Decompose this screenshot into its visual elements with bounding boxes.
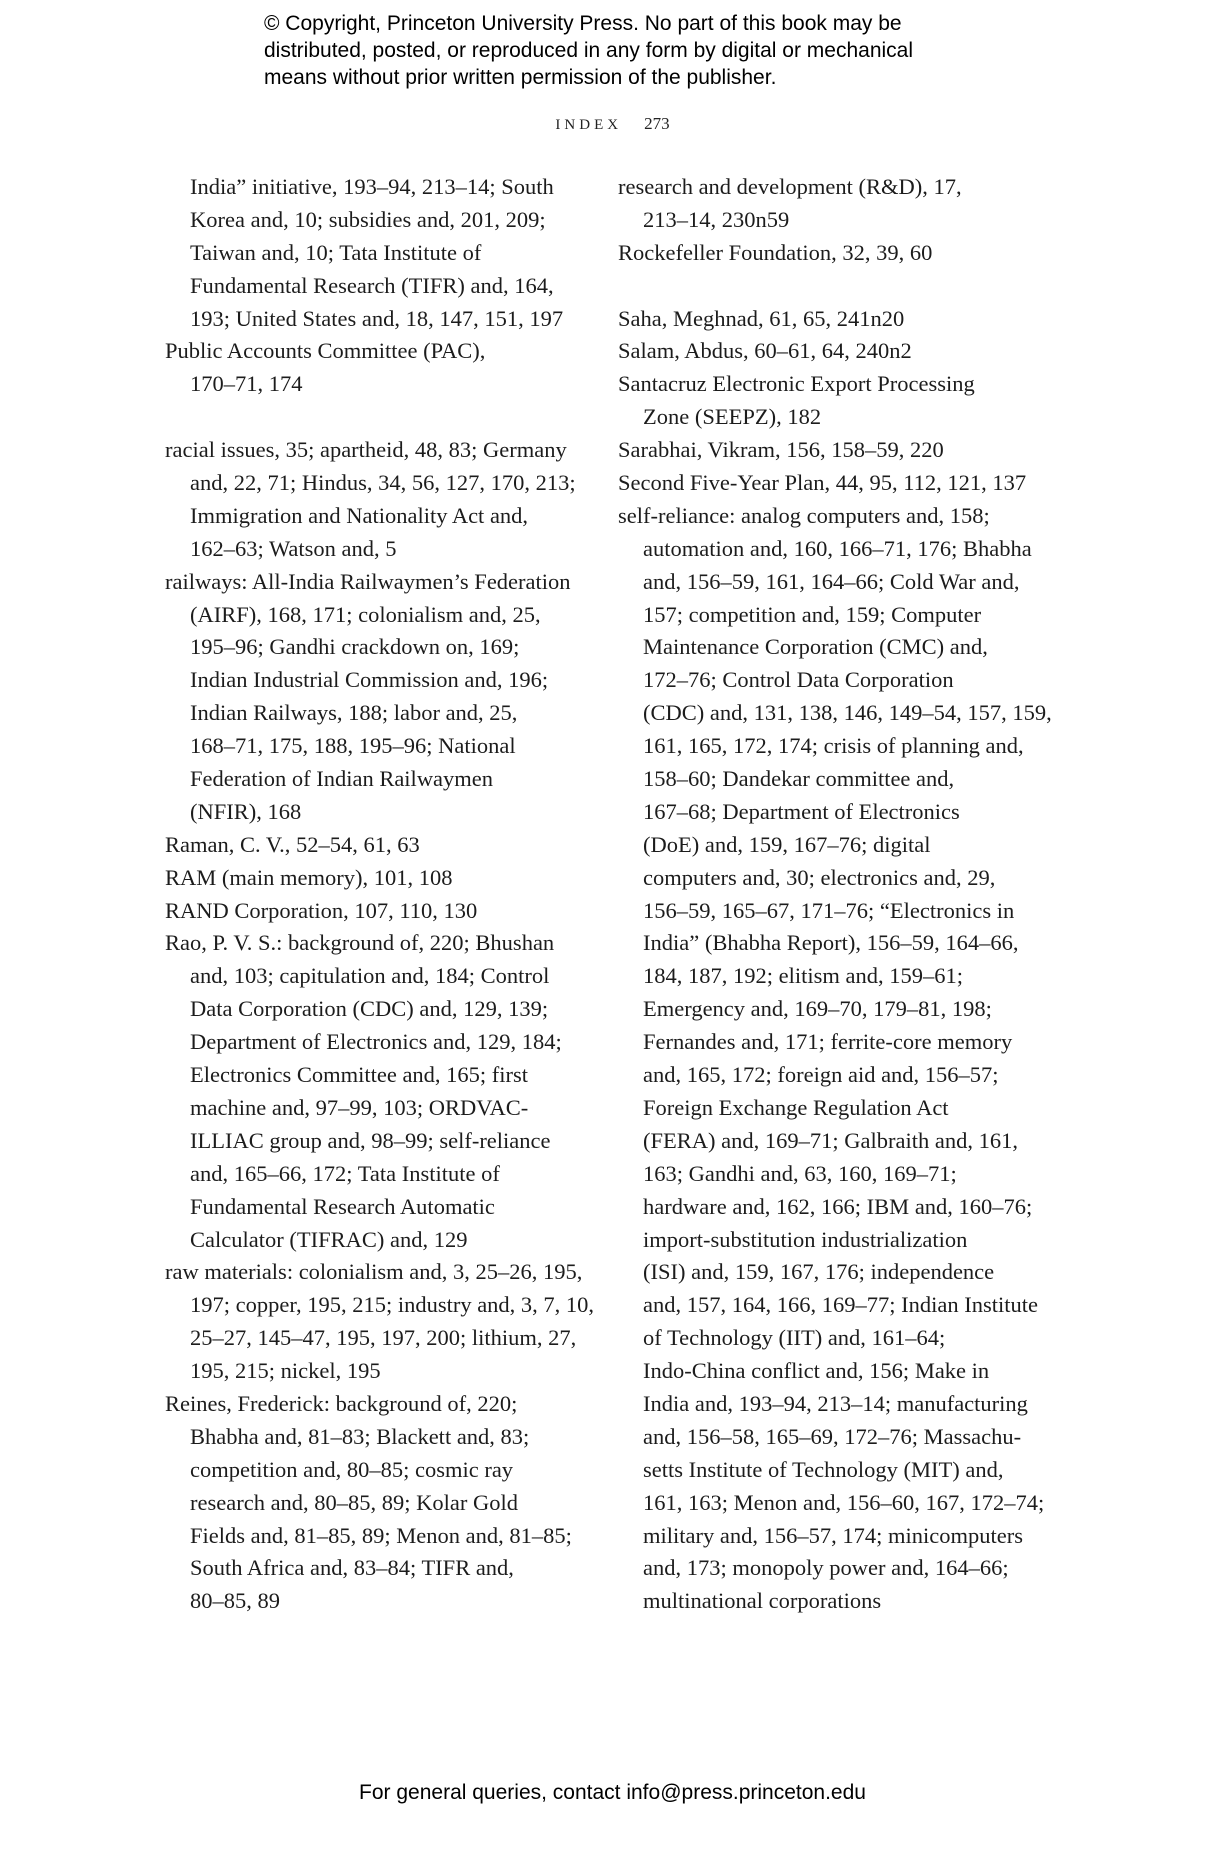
index-column-right	[618, 171, 1052, 1618]
index-subline: and, 22, 71; Hindus, 34, 56, 127, 170, 213;	[190, 470, 576, 496]
index-subline: and, 156–59, 161, 164–66; Cold War and,	[643, 568, 1020, 594]
index-subline: 197; copper, 195, 215; industry and, 3, 7, 10,	[190, 1292, 595, 1318]
index-subline: competition and, 80–85; cosmic ray	[190, 1456, 514, 1482]
index-subline: Fundamental Research Automatic	[190, 1193, 495, 1219]
index-entry: Salam, Abdus, 60–61, 64, 240n2	[618, 338, 912, 364]
index-entry: Second Five-Year Plan, 44, 95, 112, 121, 137	[618, 470, 1027, 496]
index-subline: Korea and, 10; subsidies and, 201, 209;	[190, 206, 546, 232]
index-subline: ILLIAC group and, 98–99; self-reliance	[190, 1127, 551, 1153]
index-subline: research and, 80–85, 89; Kolar Gold	[190, 1489, 519, 1515]
blank-line	[618, 270, 1038, 303]
index-subline: Indo-China conflict and, 156; Make in	[643, 1358, 990, 1384]
index-subline: 161, 165, 172, 174; crisis of planning and,	[643, 733, 1024, 759]
index-subline: Immigration and Nationality Act and,	[190, 502, 529, 528]
index-entry: Rockefeller Foundation, 32, 39, 60	[618, 239, 933, 265]
index-entry: railways: All-India Railwaymen’s Federation	[165, 568, 571, 594]
index-subline: 168–71, 175, 188, 195–96; National	[190, 733, 516, 759]
index-entry: RAND Corporation, 107, 110, 130	[165, 897, 478, 923]
index-entry: Public Accounts Committee (PAC),	[165, 338, 486, 364]
index-entry: Saha, Meghnad, 61, 65, 241n20	[618, 305, 905, 331]
index-subline: Indian Railways, 188; labor and, 25,	[190, 700, 518, 726]
index-subline: 213–14, 230n59	[643, 206, 790, 232]
index-subline: Federation of Indian Railwaymen	[190, 766, 494, 792]
index-subline: 161, 163; Menon and, 156–60, 167, 172–74;	[643, 1489, 1045, 1515]
index-entry: Reines, Frederick: background of, 220;	[165, 1390, 518, 1416]
index-subline: India” (Bhabha Report), 156–59, 164–66,	[643, 930, 1019, 956]
page-number: 273	[644, 114, 670, 133]
index-subline: 172–76; Control Data Corporation	[643, 667, 954, 693]
index-subline: Taiwan and, 10; Tata Institute of	[190, 239, 482, 265]
index-subline: Bhabha and, 81–83; Blackett and, 83;	[190, 1423, 530, 1449]
index-subline: (DoE) and, 159, 167–76; digital	[643, 831, 931, 857]
index-entry: self-reliance: analog computers and, 158;	[618, 502, 990, 528]
index-subline: of Technology (IIT) and, 161–64;	[643, 1325, 946, 1351]
index-subline: 157; competition and, 159; Computer	[643, 601, 982, 627]
index-subline: (FERA) and, 169–71; Galbraith and, 161,	[643, 1127, 1018, 1153]
index-column-left	[165, 171, 595, 1618]
index-subline: and, 165, 172; foreign aid and, 156–57;	[643, 1062, 999, 1088]
index-subline: and, 173; monopoly power and, 164–66;	[643, 1555, 1009, 1581]
index-subline: (ISI) and, 159, 167, 176; independence	[643, 1259, 995, 1285]
index-subline: Department of Electronics and, 129, 184;	[190, 1029, 562, 1055]
index-subline: South Africa and, 83–84; TIFR and,	[190, 1555, 514, 1581]
running-head	[0, 114, 1225, 134]
index-subline: 184, 187, 192; elitism and, 159–61;	[643, 963, 963, 989]
index-subline: computers and, 30; electronics and, 29,	[643, 864, 996, 890]
index-subline: Calculator (TIFRAC) and, 129	[190, 1226, 468, 1252]
index-subline: 170–71, 174	[190, 371, 303, 397]
index-subline: multinational corporations	[643, 1588, 882, 1614]
index-subline: Data Corporation (CDC) and, 129, 139;	[190, 996, 549, 1022]
index-subline: Emergency and, 169–70, 179–81, 198;	[643, 996, 992, 1022]
index-entry: racial issues, 35; apartheid, 48, 83; Germany	[165, 437, 567, 463]
index-subline: machine and, 97–99, 103; ORDVAC-	[190, 1094, 529, 1120]
index-subline: Electronics Committee and, 165; first	[190, 1062, 529, 1088]
index-subline: 193; United States and, 18, 147, 151, 197	[190, 305, 564, 331]
index-subline: 80–85, 89	[190, 1588, 280, 1614]
index-entry: RAM (main memory), 101, 108	[165, 864, 453, 890]
index-entry: Santacruz Electronic Export Processing	[618, 371, 975, 397]
index-subline: Zone (SEEPZ), 182	[643, 404, 822, 430]
index-subline: and, 157, 164, 166, 169–77; Indian Institute	[643, 1292, 1038, 1318]
index-subline: and, 103; capitulation and, 184; Control	[190, 963, 550, 989]
index-subline: 167–68; Department of Electronics	[643, 798, 960, 824]
index-entry: research and development (R&D), 17,	[618, 174, 962, 199]
index-entry: raw materials: colonialism and, 3, 25–26, 195,	[165, 1259, 583, 1285]
section-label: INDEX	[555, 117, 623, 133]
blank-line	[165, 401, 585, 434]
index-subline: 195–96; Gandhi crackdown on, 169;	[190, 634, 520, 660]
copyright-notice	[264, 10, 913, 91]
index-subline: setts Institute of Technology (MIT) and,	[643, 1456, 1004, 1482]
copyright-line: distributed, posted, or reproduced in any form by digital or mechanical	[264, 39, 914, 62]
index-subline: 156–59, 165–67, 171–76; “Electronics in	[643, 897, 1015, 923]
index-subline: Fields and, 81–85, 89; Menon and, 81–85;	[190, 1522, 572, 1548]
index-subline: and, 156–58, 165–69, 172–76; Massachu-	[643, 1423, 1022, 1449]
index-entry: Rao, P. V. S.: background of, 220; Bhushan	[165, 930, 555, 956]
index-entry: Raman, C. V., 52–54, 61, 63	[165, 831, 420, 857]
index-subline: and, 165–66, 172; Tata Institute of	[190, 1160, 500, 1186]
copyright-line: © Copyright, Princeton University Press. No part of this book may be	[264, 12, 902, 35]
index-subline: automation and, 160, 166–71, 176; Bhabha	[643, 535, 1032, 561]
copyright-line: means without prior written permission of the publisher.	[264, 66, 777, 89]
index-subline: import-substitution industrialization	[643, 1226, 968, 1252]
footer-contact: For general queries, contact info@press.princeton.edu	[359, 1781, 866, 1804]
index-subline: India” initiative, 193–94, 213–14; South	[190, 174, 554, 199]
index-subline: 163; Gandhi and, 63, 160, 169–71;	[643, 1160, 957, 1186]
index-subline: (AIRF), 168, 171; colonialism and, 25,	[190, 601, 541, 627]
index-subline: Fundamental Research (TIFR) and, 164,	[190, 272, 554, 298]
index-subline: military and, 156–57, 174; minicomputers	[643, 1522, 1023, 1548]
index-subline: hardware and, 162, 166; IBM and, 160–76;	[643, 1193, 1033, 1219]
index-subline: India and, 193–94, 213–14; manufacturing	[643, 1390, 1028, 1416]
index-subline: Indian Industrial Commission and, 196;	[190, 667, 549, 693]
index-entry: Sarabhai, Vikram, 156, 158–59, 220	[618, 437, 944, 463]
index-subline: (NFIR), 168	[190, 798, 302, 824]
index-subline: 25–27, 145–47, 195, 197, 200; lithium, 27,	[190, 1325, 577, 1351]
index-subline: 158–60; Dandekar committee and,	[643, 766, 955, 792]
index-subline: Fernandes and, 171; ferrite-core memory	[643, 1029, 1013, 1055]
index-subline: (CDC) and, 131, 138, 146, 149–54, 157, 159,	[643, 700, 1052, 726]
index-subline: 195, 215; nickel, 195	[190, 1358, 381, 1384]
index-subline: Maintenance Corporation (CMC) and,	[643, 634, 988, 660]
index-subline: 162–63; Watson and, 5	[190, 535, 397, 561]
index-subline: Foreign Exchange Regulation Act	[643, 1094, 949, 1120]
